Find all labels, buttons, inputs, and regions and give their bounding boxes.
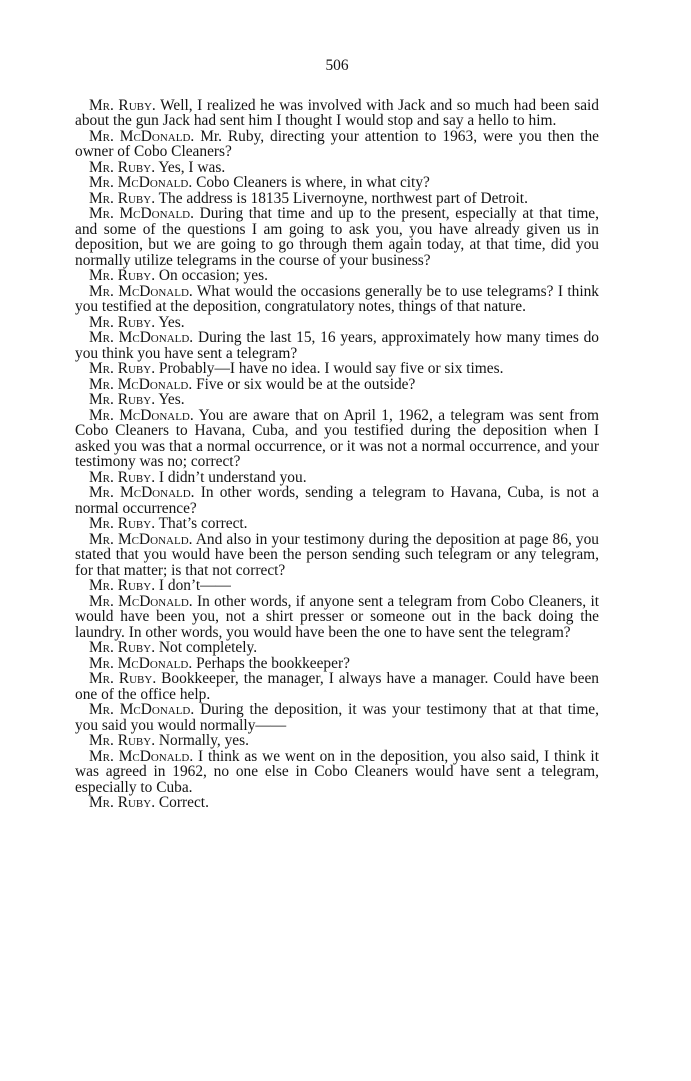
transcript-paragraph — [75, 98, 599, 129]
transcript-paragraph — [75, 749, 599, 796]
speech-text: Five or six would be at the outside? — [196, 375, 416, 393]
speech-text: Not completely. — [158, 639, 258, 656]
speaker-name: Mr. Ruby. — [89, 96, 156, 114]
transcript-paragraph — [75, 392, 599, 408]
transcript-paragraph — [75, 470, 599, 486]
transcript-paragraph — [75, 516, 599, 532]
speaker-name: Mr. McDonald. — [89, 329, 194, 346]
speaker-name: Mr. Ruby. — [89, 158, 156, 176]
speaker-name: Mr. Ruby. — [89, 794, 156, 811]
speech-text: Bookkeeper, the manager, I always have a manager. Could have been one of the office help. — [75, 670, 599, 703]
speech-text: What would the occasions generally be to use telegrams? I think you testified at the deposition, congratulatory notes, things of that nature. — [75, 282, 599, 315]
speaker-name: Mr. Ruby. — [89, 189, 156, 207]
transcript-paragraph — [75, 129, 599, 160]
transcript-paragraph — [75, 361, 599, 377]
document-page — [75, 58, 599, 811]
transcript-paragraph — [75, 377, 599, 393]
speech-text: Well, I realized he was involved with Jack and so much had been said about the gun Jack had sent him I thought I would stop and say a hello to him. — [75, 96, 599, 129]
speaker-name: Mr. Ruby. — [89, 468, 156, 486]
speaker-name: Mr. Ruby. — [89, 577, 156, 594]
speaker-name: Mr. McDonald. — [89, 701, 195, 718]
speaker-name: Mr. McDonald. — [89, 205, 194, 222]
speaker-name: Mr. Ruby. — [89, 267, 156, 284]
transcript-paragraph — [75, 191, 599, 207]
speech-text: In other words, if anyone sent a telegram from Cobo Cleaners, it would have been you, not a shirt presser or someone out in the back doing the laundry. In other words, you would have been the one to have sent the telegram? — [75, 592, 599, 641]
speech-text: On occasion; yes. — [158, 267, 268, 284]
transcript-paragraph — [75, 640, 599, 656]
speech-text: During the last 15, 16 years, approximately how many times do you think you have sent a telegram? — [75, 329, 600, 362]
transcript-paragraph — [75, 206, 599, 268]
transcript-paragraph — [75, 671, 599, 702]
transcript-paragraph — [75, 795, 599, 811]
speech-text: Yes. — [158, 313, 185, 331]
speech-text: Probably—I have no idea. I would say five or six times. — [158, 360, 504, 377]
speech-text: Correct. — [158, 794, 209, 811]
speaker-name: Mr. McDonald. — [89, 747, 194, 765]
speech-text: During the deposition, it was your testimony that at that time, you said you would normally—— — [75, 701, 599, 734]
transcript-paragraph — [75, 330, 599, 361]
speech-text: Yes, I was. — [158, 158, 226, 176]
speaker-name: Mr. McDonald. — [89, 592, 193, 610]
speech-text: The address is 18135 Livernoyne, northwest part of Detroit. — [158, 189, 528, 207]
transcript-body — [75, 98, 599, 811]
speech-text: I didn’t understand you. — [158, 468, 307, 486]
speaker-name: Mr. McDonald. — [89, 530, 193, 548]
speech-text: Cobo Cleaners is where, in what city? — [196, 174, 430, 191]
speech-text: And also in your testimony during the deposition at page 86, you stated that you would have been the person sending such telegram or any telegram, for that matter; is that not correct? — [75, 530, 600, 579]
speaker-name: Mr. McDonald. — [89, 174, 193, 191]
transcript-paragraph — [75, 594, 599, 641]
speech-text: Perhaps the bookkeeper? — [196, 654, 350, 672]
speech-text: That’s correct. — [158, 515, 248, 532]
transcript-paragraph — [75, 284, 599, 315]
speech-text: In other words, sending a telegram to Havana, Cuba, is not a normal occurrence? — [75, 484, 599, 517]
transcript-paragraph — [75, 656, 599, 672]
speech-text: I think as we went on in the deposition, you also said, I think it was agreed in 1962, no one else in Cobo Cleaners would have sent a telegram, especially to Cuba. — [75, 747, 599, 796]
speaker-name: Mr. McDonald. — [89, 406, 194, 424]
speaker-name: Mr. McDonald. — [89, 127, 195, 145]
transcript-paragraph — [75, 160, 599, 176]
speaker-name: Mr. Ruby. — [89, 670, 157, 687]
speaker-name: Mr. Ruby. — [89, 515, 156, 532]
transcript-paragraph — [75, 702, 599, 733]
page-number: 506 — [325, 57, 349, 74]
speech-text: You are aware that on April 1, 1962, a telegram was sent from Cobo Cleaners to Havana, Cuba, and you testified during the deposition when I asked you was that a normal occurrence, or it was not a normal occurrence, and your testimony was no; correct? — [75, 406, 599, 470]
speaker-name: Mr. Ruby. — [89, 313, 156, 331]
speaker-name: Mr. Ruby. — [89, 391, 156, 408]
speaker-name: Mr. Ruby. — [89, 360, 156, 377]
speech-text: During that time and up to the present, especially at that time, and some of the questions I am going to ask you, you have already given us in deposition, but we are going to go through them again today, at that time, did you normally utilize telegrams in the course of your business? — [75, 205, 599, 269]
transcript-paragraph — [75, 532, 599, 579]
speaker-name: Mr. McDonald. — [89, 282, 193, 300]
speech-text: Mr. Ruby, directing your attention to 1963, were you then the owner of Cobo Cleaners? — [75, 127, 599, 160]
speaker-name: Mr. Ruby. — [89, 639, 156, 656]
transcript-paragraph — [75, 578, 599, 594]
speaker-name: Mr. McDonald. — [89, 654, 193, 672]
transcript-paragraph — [75, 408, 599, 470]
transcript-paragraph — [75, 315, 599, 331]
transcript-paragraph — [75, 733, 599, 749]
speaker-name: Mr. McDonald. — [89, 375, 193, 393]
transcript-paragraph — [75, 175, 599, 191]
speaker-name: Mr. McDonald. — [89, 484, 195, 501]
speech-text: Yes. — [158, 391, 185, 408]
speech-text: Normally, yes. — [158, 732, 249, 749]
speaker-name: Mr. Ruby. — [89, 732, 156, 749]
transcript-paragraph — [75, 485, 599, 516]
speech-text: I don’t—— — [158, 577, 231, 594]
transcript-paragraph — [75, 268, 599, 284]
